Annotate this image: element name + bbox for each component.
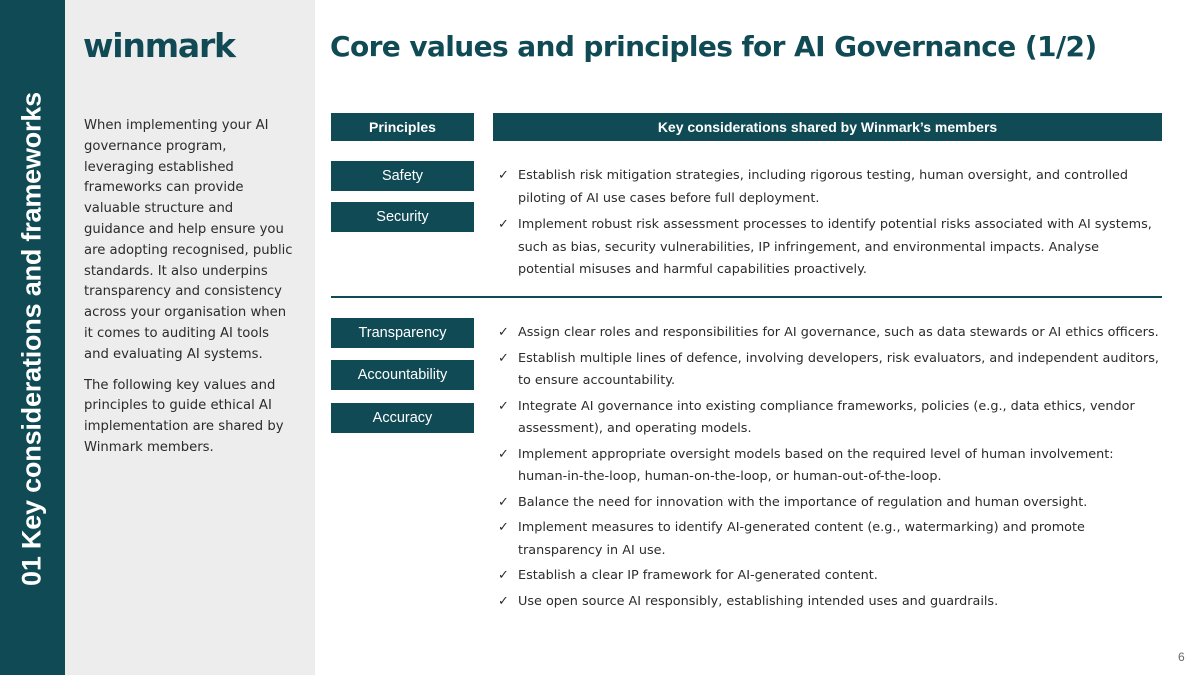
- bullet-text: Establish a clear IP framework for AI-generated content.: [518, 568, 878, 583]
- winmark-logo: winmark: [83, 26, 235, 65]
- check-icon: ✓: [498, 168, 509, 183]
- check-icon: ✓: [498, 593, 509, 609]
- bullet-text: Use open source AI responsibly, establishing intended uses and guardrails.: [518, 593, 999, 609]
- principles-header: Principles: [331, 113, 474, 141]
- list-item: [497, 492, 1159, 515]
- intro-paragraph: When implementing your AI governance program, leveraging established frameworks can provide valuable structure and guidance and help ensure you are adopting recognised, public standards. It also underpins transparency and consistency across your organisation when it comes to auditing AI tools and evaluating AI systems.: [84, 118, 293, 362]
- principle-accountability: Accountability: [331, 360, 474, 390]
- bullet-text: Establish risk mitigation strategies, including rigorous testing, human oversight, and controlled piloting of AI use cases before full deployment.: [518, 168, 1129, 206]
- bullet-text: Implement appropriate oversight models based on the required level of human involvement: human-in-the-loop, human-on-the-loop, or human-out-of-the-loop.: [518, 446, 1114, 484]
- section-divider: [331, 296, 1162, 298]
- check-icon: ✓: [498, 568, 509, 583]
- bullet-text: Balance the need for innovation with the importance of regulation and human oversight.: [518, 494, 1088, 510]
- list-item: [497, 322, 1159, 345]
- list-item: [497, 214, 1159, 282]
- list-item: [497, 444, 1159, 489]
- list-item: [497, 348, 1159, 393]
- list-item: [497, 165, 1159, 210]
- principle-safety: Safety: [331, 161, 474, 191]
- page-number: 6: [1178, 650, 1185, 664]
- bullet-text: Implement robust risk assessment processes to identify potential risks associated with AI systems, such as bias, security vulnerabilities, IP infringement, and environmental impacts. Analyse potential misuses and harmful capabilities proactively.: [518, 217, 1152, 277]
- bullet-text: Assign clear roles and responsibilities for AI governance, such as data stewards or AI ethics officers.: [518, 325, 1159, 340]
- intro-text: [84, 116, 294, 469]
- group1-bullet-list: [497, 165, 1159, 286]
- left-panel: [65, 0, 315, 675]
- bullet-text: Establish multiple lines of defence, involving developers, risk evaluators, and independent auditors, to ensure accountability.: [518, 350, 1159, 388]
- side-band: [0, 0, 65, 675]
- list-item: [497, 565, 1159, 588]
- principle-accuracy: Accuracy: [331, 403, 474, 433]
- considerations-header: Key considerations shared by Winmark’s members: [493, 113, 1162, 141]
- check-icon: ✓: [498, 398, 509, 414]
- check-icon: ✓: [498, 494, 509, 510]
- bullet-text: Implement measures to identify AI-generated content (e.g., watermarking) and promote transparency in AI use.: [518, 520, 1085, 558]
- intro-paragraph: The following key values and principles to guide ethical AI implementation are shared by Winmark members.: [84, 377, 284, 455]
- principle-security: Security: [331, 202, 474, 232]
- list-item: [497, 517, 1159, 562]
- check-icon: ✓: [498, 217, 509, 232]
- list-item: [497, 396, 1159, 441]
- bullet-text: Integrate AI governance into existing compliance frameworks, policies (e.g., data ethics, vendor assessment), and operating models.: [518, 398, 1135, 436]
- check-icon: ✓: [498, 325, 509, 340]
- group2-bullet-list: [497, 322, 1159, 616]
- check-icon: ✓: [498, 350, 509, 366]
- section-label: 01 Key considerations and frameworks: [16, 92, 47, 586]
- page-title: Core values and principles for AI Governance (1/2): [330, 30, 1097, 63]
- check-icon: ✓: [498, 446, 509, 462]
- principle-transparency: Transparency: [331, 318, 474, 348]
- list-item: [497, 591, 1159, 614]
- check-icon: ✓: [498, 520, 509, 535]
